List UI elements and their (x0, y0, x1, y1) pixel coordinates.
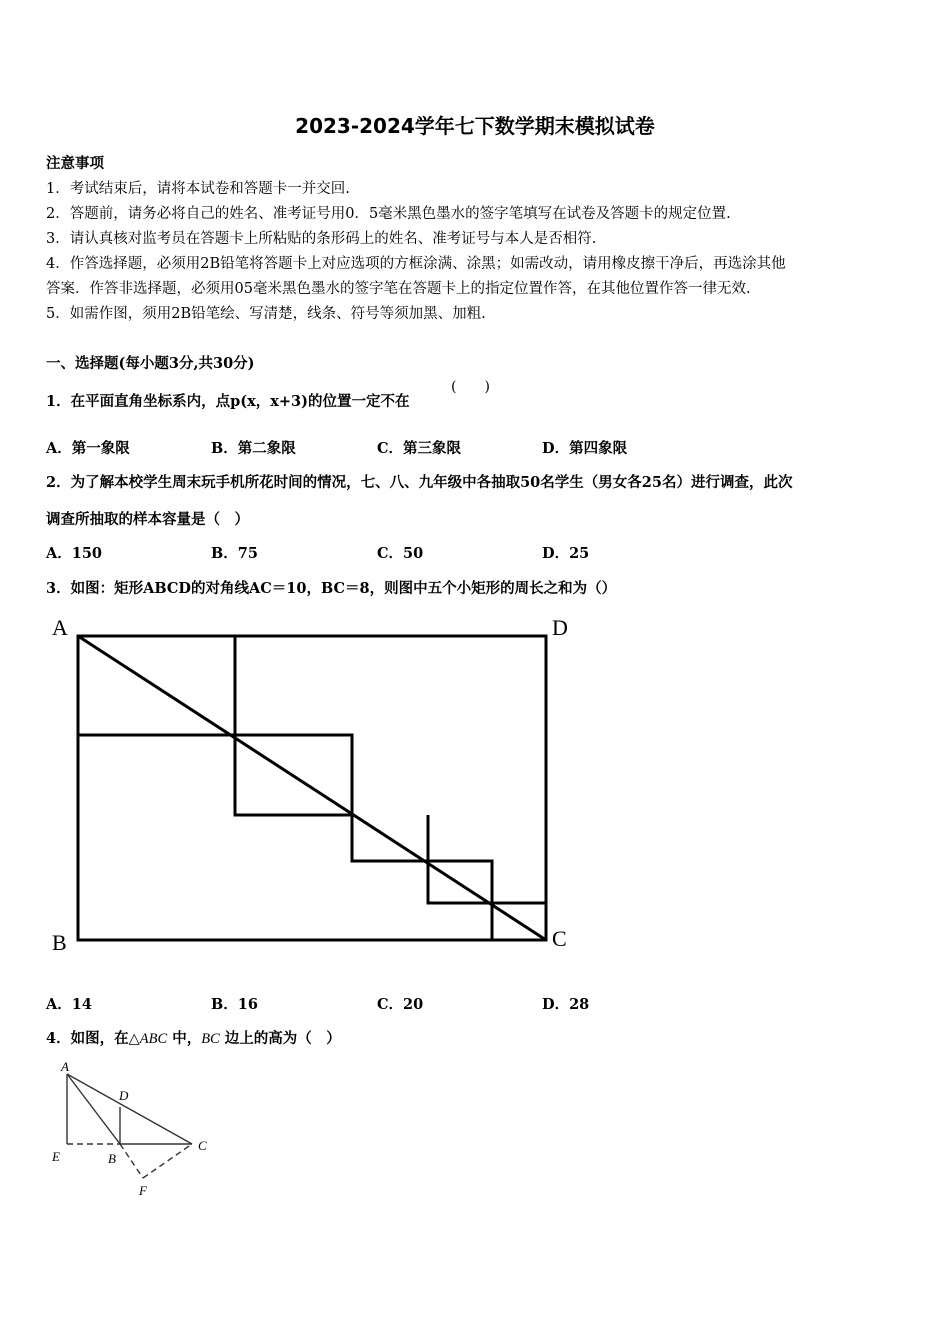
notice-item: 2．答题前，请务必将自己的姓名、准考证号用0．5毫米黑色墨水的签字笔填写在试卷及答题卡的规定位置. (46, 206, 731, 222)
question-1-text: 1．在平面直角坐标系内，点p(x，x+3)的位置一定不在 (46, 393, 410, 410)
q2-option-c: C．50 (377, 545, 424, 562)
notice-item: 1．考试结束后，请将本试卷和答题卡一并交回. (46, 181, 350, 197)
q3-option-a: A．14 (46, 996, 92, 1013)
vertex-label-b: B (52, 930, 67, 955)
rectangle-figure (40, 610, 600, 960)
section-heading: 一、选择题(每小题3分,共30分) (46, 355, 255, 372)
triangle-figure (45, 1058, 225, 1203)
q2-option-a: A．150 (46, 545, 103, 562)
side-ab (67, 1074, 120, 1144)
page-title: 2023-2024学年七下数学期末模拟试卷 (295, 114, 655, 138)
dashed-bf (120, 1144, 143, 1178)
q3-option-c: C．20 (377, 996, 424, 1013)
q1-option-b: B．第二象限 (211, 440, 296, 457)
notice-item: 5．如需作图，须用2B铅笔绘、写清楚，线条、符号等须加黑、加粗. (46, 306, 486, 322)
vertex-label-a: A (52, 615, 68, 640)
vertex-label-d: D (552, 615, 568, 640)
q1-option-c: C．第三象限 (377, 440, 462, 457)
vertex-label-a: A (61, 1059, 69, 1074)
q2-option-d: D．25 (542, 545, 590, 562)
staircase (428, 861, 492, 903)
vertex-label-d: D (119, 1088, 129, 1103)
q1-option-d: D．第四象限 (542, 440, 628, 457)
q2-option-b: B．75 (211, 545, 258, 562)
q3-option-d: D．28 (542, 996, 590, 1013)
diagonal-ac (78, 636, 546, 940)
notice-heading: 注意事项 (46, 155, 104, 172)
notice-item: 3．请认真核对监考员在答题卡上所粘贴的条形码上的姓名、准考证号与本人是否相符. (46, 231, 597, 247)
vertex-label-f: F (139, 1183, 147, 1198)
vertex-label-c: C (198, 1138, 207, 1153)
vertex-label-c: C (552, 926, 567, 951)
question-3-text: 3．如图：矩形ABCD的对角线AC＝10，BC＝8，则图中五个小矩形的周长之和为（） (46, 580, 617, 597)
question-2-text-cont: 调查所抽取的样本容量是（ ） (46, 511, 249, 528)
notice-item: 答案．作答非选择题，必须用05毫米黑色墨水的签字笔在答题卡上的指定位置作答，在其他位置作答一律无效. (46, 281, 751, 297)
q3-option-b: B．16 (211, 996, 258, 1013)
vertex-label-b: B (108, 1151, 116, 1166)
question-2-text: 2．为了解本校学生周末玩手机所花时间的情况，七、八、九年级中各抽取50名学生（男女各25名）进行调查，此次 (46, 474, 793, 491)
question-4-text: 4．如图，在△ABC 中，BC 边上的高为（ ） (46, 1030, 341, 1047)
answer-paren: ( ) (451, 379, 490, 395)
dashed-fc (143, 1144, 192, 1178)
q1-option-a: A．第一象限 (46, 440, 130, 457)
side-ac (67, 1074, 192, 1144)
notice-item: 4．作答选择题，必须用2B铅笔将答题卡上对应选项的方框涂满、涂黑；如需改动，请用橡皮擦干净后，再选涂其他 (46, 256, 786, 272)
vertex-label-e: E (52, 1149, 60, 1164)
